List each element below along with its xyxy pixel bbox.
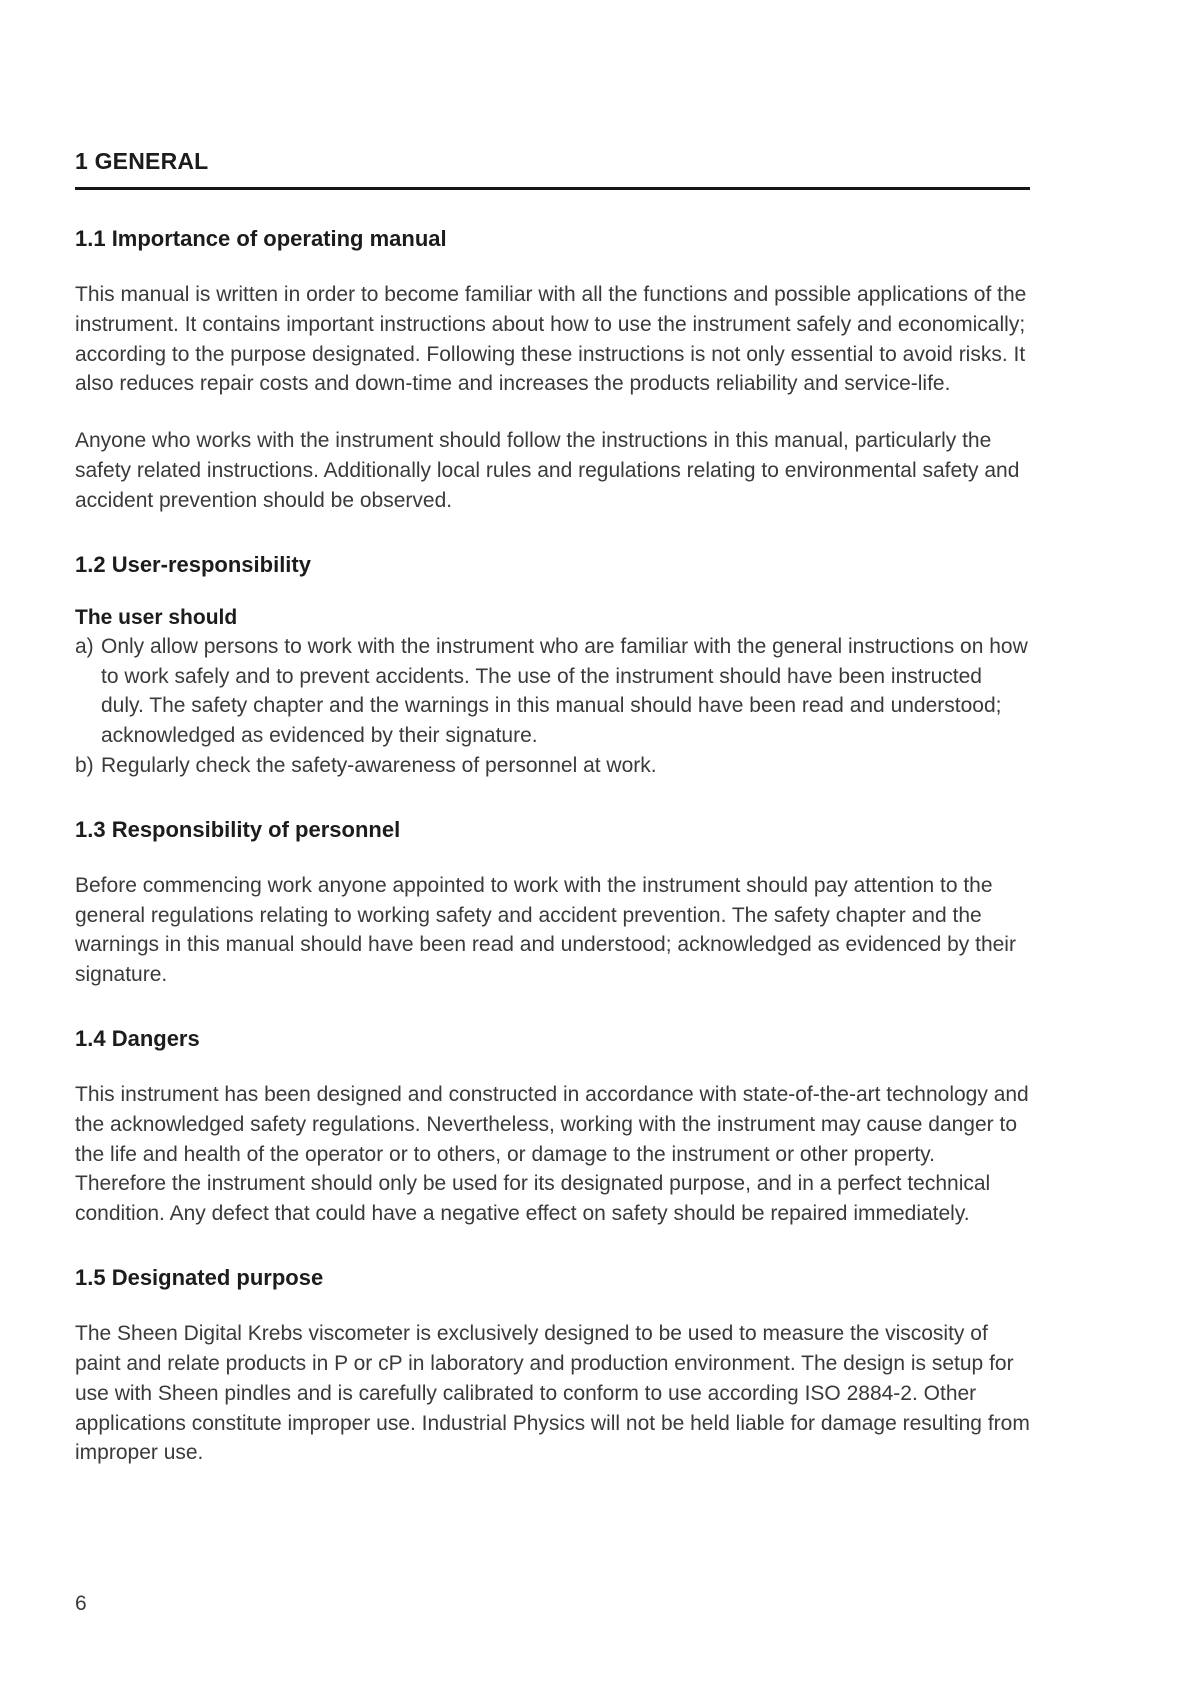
- subheading: The user should: [75, 605, 238, 629]
- page-number: 6: [75, 1592, 87, 1615]
- list-item-marker: a): [75, 634, 94, 658]
- section-designated-purpose: [75, 1265, 1030, 1468]
- section-responsibility-of-personnel: [75, 817, 1030, 990]
- paragraph: This instrument has been designed and constructed in accordance with state-of-the-art technology and the acknowledged safety regulations. Nevertheless, working with the instrument may cause danger to the life and health of the operator or to others, or damage to the instrument or other property. Therefore the instrument should only be used for its designated purpose, and in a perfect technical condition. Any defect that could have a negative effect on safety should be repaired immediately.: [75, 1083, 1029, 1226]
- chapter-title: 1 GENERAL: [75, 148, 209, 174]
- chapter-rule: [75, 187, 1030, 190]
- paragraph: Before commencing work anyone appointed to work with the instrument should pay attention to the general regulations relating to working safety and accident prevention. The safety chapter and the warnings in this manual should have been read and understood; acknowledged as evidenced by their signature.: [75, 873, 1016, 987]
- section-heading: 1.2 User-responsibility: [75, 551, 311, 577]
- section-heading: 1.1 Importance of operating manual: [75, 226, 447, 251]
- section-heading: 1.4 Dangers: [75, 1026, 200, 1051]
- list-item-text: Regularly check the safety-awareness of personnel at work.: [101, 753, 657, 777]
- section-importance-of-operating-manual: [75, 226, 1030, 516]
- section-heading: 1.5 Designated purpose: [75, 1265, 324, 1291]
- paragraph: Anyone who works with the instrument should follow the instructions in this manual, particularly the safety related instructions. Additionally local rules and regulations relating to environmental safety and accident prevention should be observed.: [75, 429, 1020, 512]
- section-heading: 1.3 Responsibility of personnel: [75, 816, 401, 842]
- section-user-responsibility: [75, 552, 1030, 781]
- paragraph: This manual is written in order to become familiar with all the functions and possible applications of the instrument. It contains important instructions about how to use the instrument safely and economically; according to the purpose designated. Following these instructions is not only essential to avoid risks. It also reduces repair costs and down-time and increases the products reliability and service-life.: [75, 283, 1027, 396]
- paragraph: The Sheen Digital Krebs viscometer is exclusively designed to be used to measure the viscosity of paint and relate products in P or cP in laboratory and production environment. The design is setup for use with Sheen pindles and is carefully calibrated to conform to use according ISO 2884-2. Other applications constitute improper use. Industrial Physics will not be held liable for damage resulting from improper use.: [75, 1322, 1030, 1465]
- user-responsibility-list: [75, 632, 1030, 781]
- list-item-marker: b): [75, 753, 94, 777]
- list-item-text: Only allow persons to work with the instrument who are familiar with the general instructions on how to work safely and to prevent accidents. The use of the instrument should have been instructed duly. The safety chapter and the warnings in this manual should have been read and understood; acknowledged as evidenced by their signature.: [101, 634, 1028, 748]
- chapter-header: [75, 148, 1030, 190]
- list-item: [75, 632, 1030, 751]
- list-item: [75, 751, 1030, 781]
- section-dangers: [75, 1026, 1030, 1229]
